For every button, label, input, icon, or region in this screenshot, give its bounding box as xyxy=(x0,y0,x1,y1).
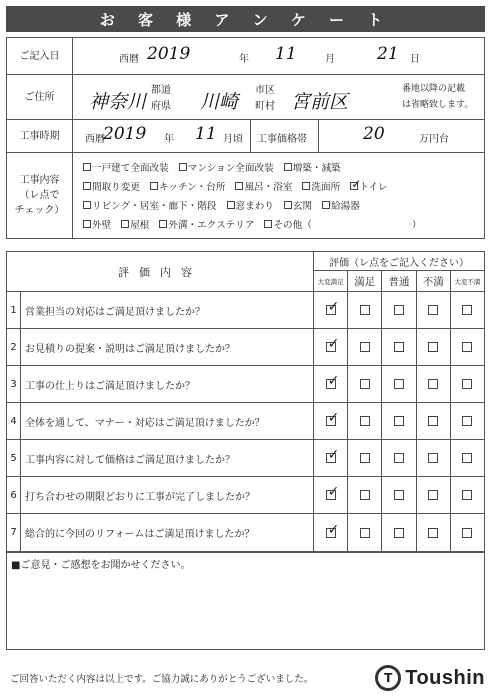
rating-checkbox[interactable] xyxy=(462,490,472,500)
checkbox[interactable] xyxy=(235,182,243,190)
period-year[interactable]: 2019 xyxy=(103,124,147,144)
price-value[interactable]: 20 xyxy=(363,124,385,144)
checklist-label: 屋根 xyxy=(130,219,150,231)
rating-cell xyxy=(382,292,416,328)
column-satisfied: 満足 xyxy=(348,271,382,291)
rating-cell xyxy=(382,440,416,476)
question-list xyxy=(7,292,484,551)
date-month[interactable]: 11 xyxy=(275,44,297,64)
rating-checkbox[interactable] xyxy=(428,528,438,538)
rating-checkbox[interactable] xyxy=(326,305,336,315)
rating-cell xyxy=(451,366,484,402)
rating-cell xyxy=(451,292,484,328)
date-year[interactable]: 2019 xyxy=(147,44,191,64)
checklist-label: 玄関 xyxy=(292,200,313,212)
rating-header: 評価（レ点をご記入ください） xyxy=(314,252,484,271)
checklist-item[interactable] xyxy=(83,160,169,174)
rating-checkbox[interactable] xyxy=(394,379,404,389)
checklist-label: 風呂・浴室 xyxy=(244,181,293,193)
rating-cell xyxy=(382,329,416,365)
question-number: 6 xyxy=(7,477,21,513)
rating-cell xyxy=(382,477,416,513)
rating-checkbox[interactable] xyxy=(326,342,336,352)
rating-cell xyxy=(417,477,451,513)
checklist-item[interactable] xyxy=(179,160,274,174)
question-text: お見積りの提案・説明はご満足頂けましたか？ xyxy=(21,329,314,365)
address-row xyxy=(7,75,484,120)
question-text: 全体を通して、マナー・対応はご満足頂けましたか？ xyxy=(21,403,314,439)
rating-checkbox[interactable] xyxy=(428,416,438,426)
rating-checkbox[interactable] xyxy=(428,379,438,389)
rating-checkbox[interactable] xyxy=(326,416,336,426)
rating-cell xyxy=(314,366,348,402)
content-label-3: チェック） xyxy=(14,205,65,216)
checklist-item[interactable] xyxy=(350,179,387,193)
column-dissatisfied: 不満 xyxy=(417,271,451,291)
rating-cell xyxy=(314,514,348,551)
rating-checkbox[interactable] xyxy=(326,379,336,389)
checkbox[interactable] xyxy=(264,220,272,228)
question-row xyxy=(7,366,484,403)
evaluation-title: 評価内容 xyxy=(7,252,314,291)
date-month-unit: 月 xyxy=(325,54,335,65)
rating-cell xyxy=(451,403,484,439)
rating-cell xyxy=(451,440,484,476)
question-number: 1 xyxy=(7,292,21,328)
content-checklist xyxy=(83,157,483,233)
period-month-unit: 月頃 xyxy=(223,134,243,145)
period-year-unit: 年 xyxy=(164,134,174,145)
logo-mark-icon: T xyxy=(375,665,401,691)
question-text: 総合的に今回のリフォームはご満足頂けましたか？ xyxy=(21,514,314,551)
checkbox[interactable] xyxy=(322,201,330,209)
footer-text: ご回答いただく内容は以上です。ご協力誠にありがとうございました。 xyxy=(10,674,314,685)
rating-cell xyxy=(417,403,451,439)
rating-cell xyxy=(417,514,451,551)
rating-cell xyxy=(348,477,382,513)
rating-checkbox[interactable] xyxy=(326,528,336,538)
rating-cell xyxy=(417,292,451,328)
rating-cell xyxy=(314,292,348,328)
rating-cell xyxy=(348,403,382,439)
rating-checkbox[interactable] xyxy=(394,416,404,426)
survey-title: お 客 様 ア ン ケ ー ト xyxy=(6,6,485,32)
column-neutral: 普通 xyxy=(382,271,416,291)
checklist-item[interactable] xyxy=(302,179,340,193)
city-unit-bottom: 町村 xyxy=(255,101,275,112)
rating-checkbox[interactable] xyxy=(428,305,438,315)
question-row xyxy=(7,329,484,366)
period-era: 西暦 xyxy=(85,134,105,145)
checkbox[interactable] xyxy=(179,163,187,171)
rating-checkbox[interactable] xyxy=(462,528,472,538)
content-row xyxy=(7,153,484,238)
rating-checkbox[interactable] xyxy=(462,342,472,352)
rating-checkbox[interactable] xyxy=(360,342,370,352)
checkbox[interactable] xyxy=(121,220,129,228)
checkbox[interactable] xyxy=(350,182,358,190)
question-number: 4 xyxy=(7,403,21,439)
rating-checkbox[interactable] xyxy=(428,453,438,463)
date-era: 西暦 xyxy=(119,54,139,65)
content-label xyxy=(7,153,73,238)
checklist-item[interactable] xyxy=(235,179,292,193)
checklist-item[interactable] xyxy=(284,160,341,174)
checkbox[interactable] xyxy=(284,163,292,171)
checklist-item[interactable] xyxy=(150,179,225,193)
rating-checkbox[interactable] xyxy=(360,453,370,463)
checklist-item[interactable] xyxy=(322,198,360,212)
checkbox[interactable] xyxy=(227,201,235,209)
rating-cell xyxy=(348,292,382,328)
rating-cell xyxy=(348,440,382,476)
checklist-line xyxy=(83,214,483,233)
checklist-label: 外溝・エクステリア xyxy=(168,219,255,231)
checklist-item[interactable] xyxy=(412,217,422,231)
question-text: 営業担当の対応はご満足頂けましたか？ xyxy=(21,292,314,328)
checklist-label: ） xyxy=(411,219,422,231)
address-ward[interactable]: 宮前区 xyxy=(291,91,349,113)
rating-checkbox[interactable] xyxy=(326,453,336,463)
checklist-item[interactable] xyxy=(159,217,254,231)
rating-cell xyxy=(451,329,484,365)
rating-cell xyxy=(348,514,382,551)
rating-checkbox[interactable] xyxy=(462,416,472,426)
price-unit: 万円台 xyxy=(419,134,449,145)
checklist-item[interactable] xyxy=(264,217,311,231)
rating-checkbox[interactable] xyxy=(428,342,438,352)
question-row xyxy=(7,440,484,477)
rating-cell xyxy=(451,514,484,551)
checklist-item[interactable] xyxy=(227,198,274,212)
checklist-item[interactable] xyxy=(83,198,217,212)
date-label: ご記入日 xyxy=(7,38,73,74)
evaluation-table xyxy=(6,251,485,552)
comment-label: ■ご意見・ご感想をお聞かせください。 xyxy=(11,560,191,571)
rating-cell xyxy=(382,403,416,439)
checklist-item[interactable] xyxy=(83,217,111,231)
address-prefecture[interactable]: 神奈川 xyxy=(89,91,147,113)
rating-checkbox[interactable] xyxy=(394,453,404,463)
checklist-label: その他（ xyxy=(273,219,312,231)
checklist-label: 給湯器 xyxy=(331,200,360,212)
checklist-label: 一戸建て全面改装 xyxy=(92,162,169,174)
rating-cell xyxy=(417,366,451,402)
checklist-line xyxy=(83,157,483,176)
rating-checkbox[interactable] xyxy=(360,416,370,426)
rating-cell xyxy=(417,440,451,476)
question-row xyxy=(7,477,484,514)
rating-checkbox[interactable] xyxy=(360,490,370,500)
rating-checkbox[interactable] xyxy=(394,305,404,315)
rating-checkbox[interactable] xyxy=(360,305,370,315)
address-note-1: 番地以降の記載 xyxy=(402,84,466,94)
question-number: 7 xyxy=(7,514,21,551)
checklist-item[interactable] xyxy=(83,179,140,193)
period-row xyxy=(7,120,484,153)
checkbox[interactable] xyxy=(83,201,91,209)
column-very-satisfied: 大変満足 xyxy=(314,271,348,291)
checklist-item[interactable] xyxy=(121,217,149,231)
date-row xyxy=(7,38,484,75)
address-note-2: は省略致します。 xyxy=(402,100,474,110)
rating-cell xyxy=(451,477,484,513)
checklist-label: リビング・居室・廊下・階段 xyxy=(92,200,217,212)
checkbox[interactable] xyxy=(159,220,167,228)
rating-checkbox[interactable] xyxy=(462,379,472,389)
rating-columns xyxy=(314,271,484,291)
question-text: 工事内容に対して価格はご満足頂けましたか？ xyxy=(21,440,314,476)
footer xyxy=(6,665,485,691)
checkbox[interactable] xyxy=(150,182,158,190)
rating-cell xyxy=(314,440,348,476)
question-row xyxy=(7,514,484,551)
checklist-line xyxy=(83,195,483,214)
price-label: 工事価格帯 xyxy=(257,134,307,145)
rating-cell xyxy=(382,366,416,402)
question-row xyxy=(7,403,484,440)
logo-text: Toushin xyxy=(405,666,485,689)
rating-cell xyxy=(314,477,348,513)
date-day-unit: 日 xyxy=(410,54,420,65)
checklist-label: マンション全面改装 xyxy=(187,162,274,174)
period-month[interactable]: 11 xyxy=(195,124,217,144)
question-text: 打ち合わせの期限どおりに工事が完了しましたか？ xyxy=(21,477,314,513)
checklist-label: トイレ xyxy=(359,181,388,193)
period-label: 工事時期 xyxy=(7,120,73,152)
question-number: 2 xyxy=(7,329,21,365)
rating-checkbox[interactable] xyxy=(394,342,404,352)
checkbox[interactable] xyxy=(284,201,292,209)
pref-unit-bottom: 府県 xyxy=(151,101,171,112)
address-city[interactable]: 川崎 xyxy=(200,91,239,113)
date-year-unit: 年 xyxy=(239,54,249,65)
address-label: ご住所 xyxy=(7,75,73,119)
rating-cell xyxy=(348,366,382,402)
customer-info-table xyxy=(6,37,485,239)
checkbox[interactable] xyxy=(83,182,91,190)
checklist-label: キッチン・台所 xyxy=(158,181,226,193)
question-row xyxy=(7,292,484,329)
checklist-label: 窓まわり xyxy=(235,200,274,212)
evaluation-header xyxy=(7,252,484,292)
rating-checkbox[interactable] xyxy=(326,490,336,500)
rating-checkbox[interactable] xyxy=(462,305,472,315)
checkbox[interactable] xyxy=(302,182,310,190)
city-unit-top: 市区 xyxy=(255,85,275,96)
rating-checkbox[interactable] xyxy=(360,379,370,389)
date-day[interactable]: 21 xyxy=(377,44,399,64)
question-number: 5 xyxy=(7,440,21,476)
checklist-label: 洗面所 xyxy=(311,181,341,193)
rating-checkbox[interactable] xyxy=(428,490,438,500)
checkbox[interactable] xyxy=(83,220,91,228)
rating-cell xyxy=(382,514,416,551)
rating-checkbox[interactable] xyxy=(394,490,404,500)
checklist-label: 間取り変更 xyxy=(92,181,140,193)
rating-checkbox[interactable] xyxy=(462,453,472,463)
rating-checkbox[interactable] xyxy=(394,528,404,538)
content-label-2: （レ点で xyxy=(19,190,60,201)
rating-cell xyxy=(417,329,451,365)
rating-cell xyxy=(314,403,348,439)
checklist-label: 外壁 xyxy=(92,219,112,231)
checklist-label: 増築・減築 xyxy=(292,162,341,174)
column-very-dissatisfied: 大変不満 xyxy=(454,277,481,286)
checklist-item[interactable] xyxy=(284,198,312,212)
checkbox[interactable] xyxy=(83,163,91,171)
comment-area[interactable] xyxy=(6,552,485,650)
rating-cell xyxy=(314,329,348,365)
content-label-1: 工事内容 xyxy=(19,175,60,186)
company-logo xyxy=(375,665,485,691)
checklist-line xyxy=(83,176,483,195)
question-text: 工事の仕上りはご満足頂けましたか？ xyxy=(21,366,314,402)
question-number: 3 xyxy=(7,366,21,402)
rating-cell xyxy=(348,329,382,365)
pref-unit-top: 都道 xyxy=(151,85,171,96)
rating-checkbox[interactable] xyxy=(360,528,370,538)
